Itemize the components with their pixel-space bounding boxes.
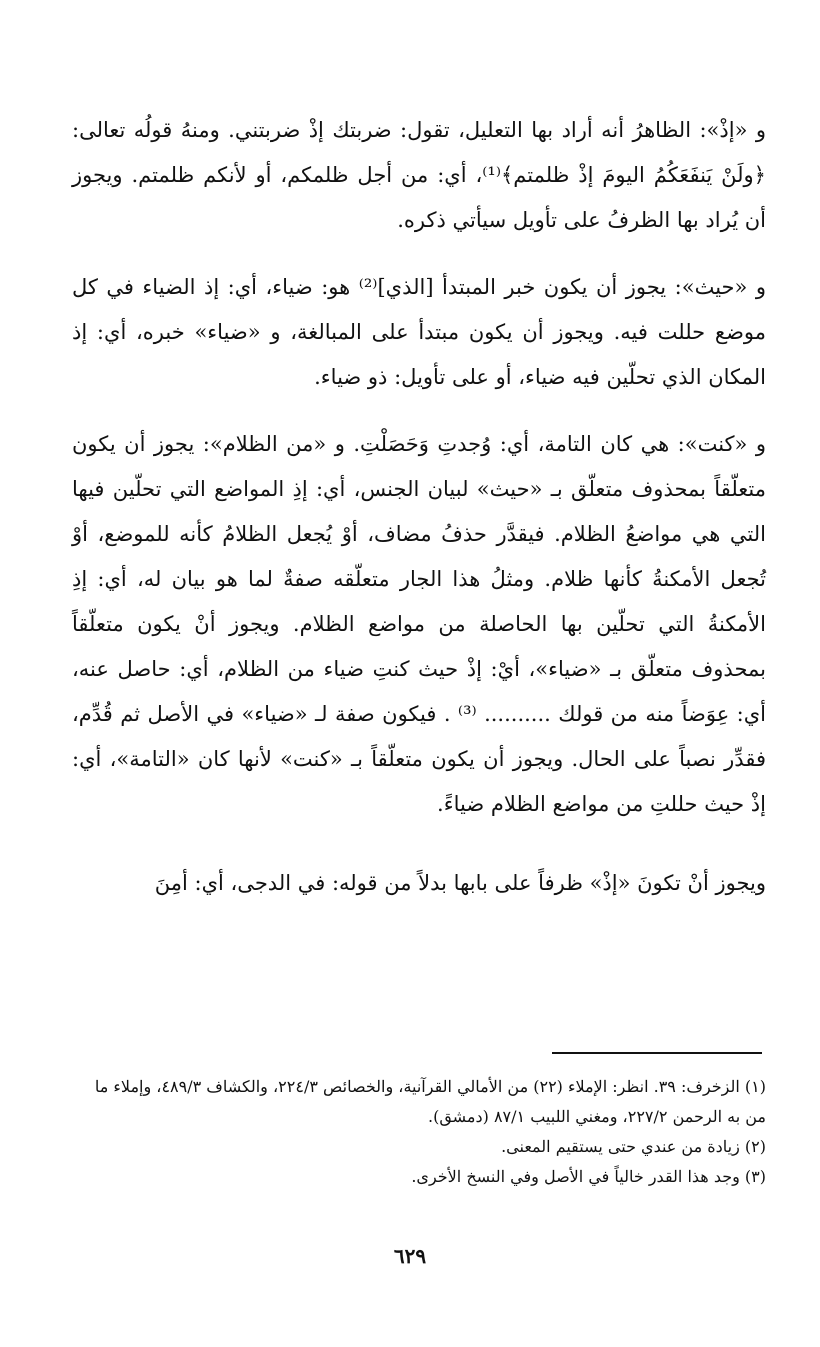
footnote-2: (٢) زيادة من عندي حتى يستقيم المعنى. [501,1137,766,1156]
paragraph-continuation: ويجوز أنْ تكونَ «إذْ» ظرفاً على بابها بدلاً من قوله: في الدجى، أي: أمِنَ [154,871,766,895]
footnote-divider [552,1052,762,1054]
paragraph-idh: و «إذْ»: الظاهرُ أنه أراد بها التعليل، تقول: ضربتك إذْ ضربتني. ومنهُ قولُه تعالى: ﴿ولَنْ يَنفَعَكُمُ اليومَ إذْ ظلمتم﴾⁽¹⁾، أي: من أجل ظلمكم، أو لأنكم ظلمتم. ويجوز أن يُراد بها الظرفُ على تأويل سيأتي ذكره. [72,118,766,232]
footnote-1: (١) الزخرف: ٣٩. انظر: الإملاء (٢٢) من الأمالي القرآنية، والخصائص ٢٢٤/٣، والكشاف ٤٨٩/٣، وإملاء ما من به الرحمن ٢٢٧/٢، ومغني اللبيب ٨٧/١ (دمشق). [94,1077,766,1126]
paragraph-kunti: و «كنت»: هي كان التامة، أي: وُجدتِ وَحَصَلْتِ. و «من الظلام»: يجوز أن يكون متعلّقاً بمحذوف متعلّق بـ «حيث» لبيان الجنس، أي: إذِ المواضع التي تحلّين فيها التي هي مواضعُ الظلام. فيقدَّر حذفُ مضاف، أوْ يُجعل الظلامُ كأنه للموضع، أوْ تُجعل الأمكنةُ كأنها ظلام. ومثلُ هذا الجار متعلّقه صفةٌ لما هو بيان له، أي: إذِ الأمكنةُ التي تحلّين بها الحاصلة من مواضع الظلام. ويجوز أنْ يكون متعلّقاً بمحذوف متعلّق بـ «ضياء»، أيْ: إذْ حيث كنتِ ضياء من الظلام، أي: حاصل عنه، أي: عِوَضاً منه من قولك .......... ⁽³⁾ . فيكون صفة لـ «ضياء» في الأصل ثم قُدِّم، فقدِّر نصباً على الحال. ويجوز أن يكون متعلّقاً بـ «كنت» لأنها كان «التامة»، أي: إذْ حيث حللتِ من مواضع الظلام ضياءً. [72,432,766,816]
page-number: ٦٢٩ [393,1244,427,1268]
main-text [72,108,766,928]
footnote-3: (٣) وجد هذا القدر خالياً في الأصل وفي النسخ الأخرى. [411,1167,766,1186]
paragraph-haythu: و «حيث»: يجوز أن يكون خبر المبتدأ [الذي]⁽²⁾ هو: ضياء، أي: إذ الضياء في كل موضع حللت فيه. ويجوز أن يكون مبتدأ على المبالغة، و «ضياء» خبره، أي: إذ المكان الذي تحلّين فيه ضياء، أو على تأويل: ذو ضياء. [72,275,766,389]
footnotes [72,1072,766,1192]
